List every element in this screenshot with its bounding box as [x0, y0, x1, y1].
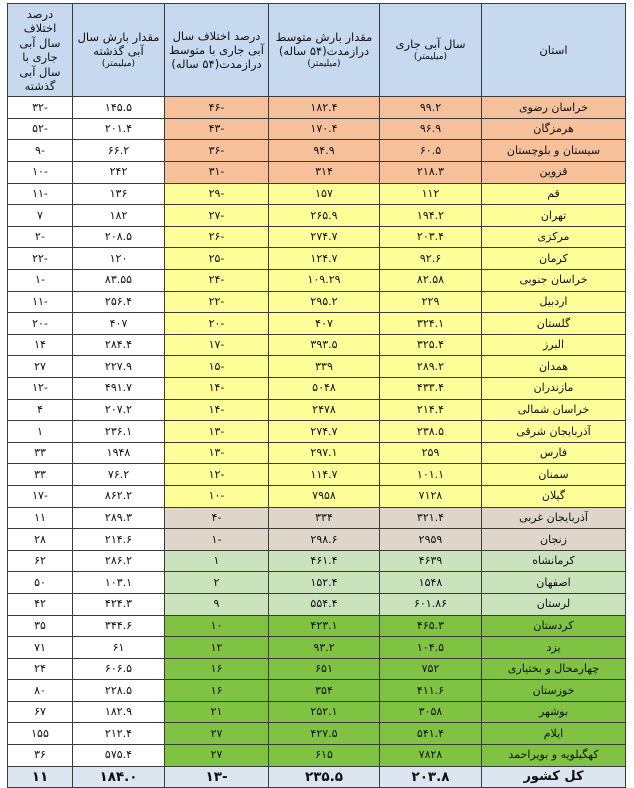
diff-last-year-cell: ۲۸ — [8, 529, 73, 551]
province-cell: یزد — [482, 637, 626, 659]
table-row — [8, 291, 626, 313]
province-cell: قزوین — [482, 162, 626, 184]
province-cell: کرمانشاه — [482, 550, 626, 572]
province-cell: سمنان — [482, 464, 626, 486]
diff-longterm-cell: ۱ — [165, 550, 269, 572]
header-row — [8, 4, 626, 97]
longterm-average-cell: ۲۶۵.۹ — [269, 205, 380, 227]
table-row — [8, 97, 626, 119]
longterm-average-cell: ۴۲۷.۵ — [269, 723, 380, 745]
table-row — [8, 313, 626, 335]
last-year-cell: ۳۴۴.۶ — [73, 615, 165, 637]
diff-last-year-cell: ۴۲ — [8, 593, 73, 615]
longterm-average-cell: ۹۴.۹ — [269, 140, 380, 162]
province-cell: ایلام — [482, 723, 626, 745]
province-cell: هرمزگان — [482, 118, 626, 140]
current-year-cell: ۲۱۴.۴ — [380, 399, 482, 421]
province-cell: گلستان — [482, 313, 626, 335]
last-year-cell: ۲۸۶.۲ — [73, 550, 165, 572]
longterm-average-cell: ۴۲۳.۱ — [269, 615, 380, 637]
last-year-cell: ۱۸۲.۹ — [73, 701, 165, 723]
current-year-cell: ۲۳۸.۵ — [380, 421, 482, 443]
diff-longterm-cell: -۱۲ — [165, 464, 269, 486]
current-year-cell: ۱۰۱.۱ — [380, 464, 482, 486]
longterm-average-cell: ۲۵۲.۱ — [269, 701, 380, 723]
longterm-average-cell: ۳۳۹ — [269, 356, 380, 378]
current-year-cell: ۴۳۳.۴ — [380, 377, 482, 399]
diff-longterm-cell: ۲۷ — [165, 745, 269, 767]
last-year-cell: ۱۴۵.۵ — [73, 97, 165, 119]
total-longterm-average-cell: ۲۳۵.۵ — [269, 766, 380, 788]
diff-last-year-cell: ۸۰ — [8, 680, 73, 702]
current-year-cell: ۱۱۲ — [380, 183, 482, 205]
longterm-average-cell: ۱۲۴.۷ — [269, 248, 380, 270]
diff-last-year-cell: ۶۷ — [8, 701, 73, 723]
current-year-cell: ۳۲۱.۴ — [380, 507, 482, 529]
last-year-cell: ۶۰۶.۵ — [73, 658, 165, 680]
current-year-cell: ۳۰۵۸ — [380, 701, 482, 723]
province-cell: آذربایجان غربی — [482, 507, 626, 529]
current-year-cell: ۲۵۹ — [380, 442, 482, 464]
diff-longterm-cell: -۲۵ — [165, 248, 269, 270]
current-year-cell: ۹۶.۹ — [380, 118, 482, 140]
last-year-cell: ۷۶.۲ — [73, 464, 165, 486]
diff-last-year-cell: -۲ — [8, 226, 73, 248]
province-cell: همدان — [482, 356, 626, 378]
last-year-cell: ۱۰۳.۱ — [73, 572, 165, 594]
diff-last-year-cell: -۱۱ — [8, 291, 73, 313]
table-row — [8, 615, 626, 637]
current-year-cell: ۴۱۱.۶ — [380, 680, 482, 702]
table-row — [8, 226, 626, 248]
total-diff-last-year-cell: ۱۱ — [8, 766, 73, 788]
table-row — [8, 572, 626, 594]
current-year-cell: ۷۱۲۸ — [380, 485, 482, 507]
table-row — [8, 399, 626, 421]
diff-last-year-cell: ۱ — [8, 421, 73, 443]
diff-last-year-cell: ۷۱ — [8, 637, 73, 659]
longterm-average-cell: ۲۷۴.۷ — [269, 421, 380, 443]
longterm-average-cell: ۳۹۳.۵ — [269, 334, 380, 356]
diff-longterm-cell: -۱۵ — [165, 356, 269, 378]
province-cell: لرستان — [482, 593, 626, 615]
current-year-cell: ۷۵۲ — [380, 658, 482, 680]
diff-last-year-cell: -۱۰ — [8, 162, 73, 184]
diff-last-year-cell: ۱۴ — [8, 334, 73, 356]
table-row — [8, 485, 626, 507]
province-cell: خراسان جنوبی — [482, 270, 626, 292]
column-header-current-year — [380, 4, 482, 97]
longterm-average-cell: ۱۰۹.۲۹ — [269, 270, 380, 292]
diff-last-year-cell: -۱۲ — [8, 377, 73, 399]
current-year-cell: ۴۶۳۹ — [380, 550, 482, 572]
table-row — [8, 723, 626, 745]
table-row — [8, 464, 626, 486]
current-year-cell: ۴۶۵.۳ — [380, 615, 482, 637]
last-year-cell: ۴۰۷ — [73, 313, 165, 335]
diff-last-year-cell: -۵۲ — [8, 118, 73, 140]
province-cell: تهران — [482, 205, 626, 227]
diff-longterm-cell: -۲۴ — [165, 270, 269, 292]
last-year-cell: ۲۲۸.۵ — [73, 680, 165, 702]
province-cell: اصفهان — [482, 572, 626, 594]
province-cell: گیلان — [482, 485, 626, 507]
last-year-cell: ۱۹۴۸ — [73, 442, 165, 464]
diff-longterm-cell: -۱۴ — [165, 377, 269, 399]
table-row — [8, 442, 626, 464]
diff-last-year-cell: ۵۰ — [8, 572, 73, 594]
table-header — [8, 4, 626, 97]
province-cell: کرمان — [482, 248, 626, 270]
diff-longterm-cell: ۲ — [165, 572, 269, 594]
last-year-cell: ۲۵۶.۴ — [73, 291, 165, 313]
table-row — [8, 701, 626, 723]
last-year-cell: ۲۸۹.۳ — [73, 507, 165, 529]
current-year-cell: ۲۱۸.۳ — [380, 162, 482, 184]
last-year-cell: ۵۷۵.۴ — [73, 745, 165, 767]
diff-last-year-cell: ۶۲ — [8, 550, 73, 572]
last-year-cell: ۲۸۴.۴ — [73, 334, 165, 356]
table-row — [8, 658, 626, 680]
last-year-cell: ۲۲۷.۹ — [73, 356, 165, 378]
table-row — [8, 118, 626, 140]
current-year-cell: ۹۹.۲ — [380, 97, 482, 119]
current-year-cell: ۷۸۲۸ — [380, 745, 482, 767]
precipitation-table — [7, 3, 626, 788]
province-cell: خوزستان — [482, 680, 626, 702]
longterm-average-cell: ۱۸۲.۴ — [269, 97, 380, 119]
province-cell: بوشهر — [482, 701, 626, 723]
last-year-cell: ۲۰۸.۵ — [73, 226, 165, 248]
current-year-cell: ۲۹۵۹ — [380, 529, 482, 551]
last-year-cell: ۶۱ — [73, 637, 165, 659]
column-header-longterm-average-unit: (میلیمتر) — [307, 59, 341, 70]
last-year-cell: ۴۹۱.۷ — [73, 377, 165, 399]
current-year-cell: ۸۲.۵۸ — [380, 270, 482, 292]
longterm-average-cell: ۲۷۴.۷ — [269, 226, 380, 248]
table-row — [8, 162, 626, 184]
diff-last-year-cell: ۴ — [8, 399, 73, 421]
table-row — [8, 507, 626, 529]
column-header-diff-last-year-label: درصد اختلاف سال آبی جاری با سال آبی گذشته — [19, 7, 61, 93]
current-year-cell: ۲۸۹.۲ — [380, 356, 482, 378]
longterm-average-cell: ۳۱۴ — [269, 162, 380, 184]
diff-last-year-cell: ۱۱ — [8, 507, 73, 529]
table-row — [8, 205, 626, 227]
diff-longterm-cell: -۳۶ — [165, 140, 269, 162]
diff-last-year-cell: -۲۲ — [8, 248, 73, 270]
table-row — [8, 637, 626, 659]
longterm-average-cell: ۵۵۴.۴ — [269, 593, 380, 615]
last-year-cell: ۲۳۶.۱ — [73, 421, 165, 443]
table-row — [8, 529, 626, 551]
table-row — [8, 270, 626, 292]
current-year-cell: ۳۲۴.۱ — [380, 313, 482, 335]
diff-last-year-cell: -۲۰ — [8, 313, 73, 335]
diff-last-year-cell: -۳۲ — [8, 97, 73, 119]
column-header-last-year-label: مقدار بارش سال آبی گذشته — [77, 29, 160, 58]
last-year-cell: ۸۳.۵۵ — [73, 270, 165, 292]
diff-last-year-cell: ۳۶ — [8, 745, 73, 767]
last-year-cell: ۲۰۱.۴ — [73, 118, 165, 140]
longterm-average-cell: ۱۵۷ — [269, 183, 380, 205]
diff-longterm-cell: ۱۰ — [165, 615, 269, 637]
longterm-average-cell: ۲۹۵.۲ — [269, 291, 380, 313]
table-row — [8, 421, 626, 443]
table-row — [8, 745, 626, 767]
column-header-diff-last-year — [8, 4, 73, 97]
table-row — [8, 356, 626, 378]
last-year-cell: ۸۶۲.۲ — [73, 485, 165, 507]
table-row — [8, 183, 626, 205]
column-header-current-year-label: سال آبی جاری — [395, 36, 466, 51]
table-row — [8, 550, 626, 572]
current-year-cell: ۵۴۱.۴ — [380, 723, 482, 745]
total-current-year-cell: ۲۰۳.۸ — [380, 766, 482, 788]
table-row — [8, 377, 626, 399]
column-header-province — [482, 4, 626, 97]
last-year-cell: ۲۱۴.۶ — [73, 529, 165, 551]
longterm-average-cell: ۱۵۲.۴ — [269, 572, 380, 594]
diff-last-year-cell: ۳۳ — [8, 464, 73, 486]
province-cell: خراسان رضوی — [482, 97, 626, 119]
table-row — [8, 334, 626, 356]
last-year-cell: ۶۶.۲ — [73, 140, 165, 162]
column-header-longterm-average-label: مقدار بارش متوسط درازمدت(۵۴ ساله) — [275, 29, 373, 58]
total-last-year-cell: ۱۸۴.۰ — [73, 766, 165, 788]
diff-longterm-cell: ۱۲ — [165, 637, 269, 659]
province-cell: خراسان شمالی — [482, 399, 626, 421]
province-cell: فارس — [482, 442, 626, 464]
province-cell: چهارمحال و بختیاری — [482, 658, 626, 680]
diff-longterm-cell: -۲۹ — [165, 183, 269, 205]
longterm-average-cell: ۶۵۱ — [269, 658, 380, 680]
diff-longterm-cell: -۴ — [165, 507, 269, 529]
longterm-average-cell: ۳۳۴ — [269, 507, 380, 529]
diff-last-year-cell: ۳۵ — [8, 615, 73, 637]
table-row — [8, 593, 626, 615]
province-cell: زنجان — [482, 529, 626, 551]
province-cell: قم — [482, 183, 626, 205]
diff-last-year-cell: ۷ — [8, 205, 73, 227]
current-year-cell: ۹۲.۶ — [380, 248, 482, 270]
current-year-cell: ۱۹۴.۲ — [380, 205, 482, 227]
longterm-average-cell: ۱۱۴.۷ — [269, 464, 380, 486]
longterm-average-cell: ۹۳.۲ — [269, 637, 380, 659]
province-cell: سیستان و بلوچستان — [482, 140, 626, 162]
total-province-cell: کل کشور — [482, 766, 626, 788]
diff-last-year-cell: ۱۵۵ — [8, 723, 73, 745]
diff-longterm-cell: ۹ — [165, 593, 269, 615]
last-year-cell: ۲۱۲.۴ — [73, 723, 165, 745]
column-header-province-label: استان — [539, 42, 568, 57]
column-header-last-year — [73, 4, 165, 97]
last-year-cell: ۱۳۶ — [73, 183, 165, 205]
current-year-cell: ۱۵۴۸ — [380, 572, 482, 594]
diff-last-year-cell: -۹ — [8, 140, 73, 162]
diff-longterm-cell: -۲۰ — [165, 313, 269, 335]
diff-last-year-cell: -۱ — [8, 270, 73, 292]
longterm-average-cell: ۳۵۴ — [269, 680, 380, 702]
current-year-cell: ۲۲۹ — [380, 291, 482, 313]
diff-longterm-cell: ۲۱ — [165, 701, 269, 723]
longterm-average-cell: ۲۴۷۸ — [269, 399, 380, 421]
diff-longterm-cell: -۴۳ — [165, 118, 269, 140]
column-header-longterm-average — [269, 4, 380, 97]
table-total-row — [8, 766, 626, 788]
diff-longterm-cell: -۳۱ — [165, 162, 269, 184]
longterm-average-cell: ۴۰۷ — [269, 313, 380, 335]
province-cell: آذربایجان شرقی — [482, 421, 626, 443]
table-body — [8, 97, 626, 788]
table-row — [8, 248, 626, 270]
longterm-average-cell: ۶۱۵ — [269, 745, 380, 767]
diff-last-year-cell: ۲۴ — [8, 658, 73, 680]
diff-longterm-cell: -۲۷ — [165, 205, 269, 227]
table-row — [8, 140, 626, 162]
last-year-cell: ۱۸۲ — [73, 205, 165, 227]
province-cell: البرز — [482, 334, 626, 356]
longterm-average-cell: ۴۶۱.۴ — [269, 550, 380, 572]
current-year-cell: ۲۰۳.۴ — [380, 226, 482, 248]
longterm-average-cell: ۵۰۴۸ — [269, 377, 380, 399]
diff-longterm-cell: -۱۳ — [165, 442, 269, 464]
column-header-current-year-unit: (میلیمتر) — [413, 52, 448, 63]
diff-longterm-cell: ۱۶ — [165, 658, 269, 680]
province-cell: اردبیل — [482, 291, 626, 313]
diff-last-year-cell: -۱۱ — [8, 183, 73, 205]
province-cell: مازندران — [482, 377, 626, 399]
column-header-diff-longterm-label: درصد اختلاف سال آبی جاری با متوسط درازمدت(۵۴ ساله) — [169, 28, 264, 72]
diff-longterm-cell: -۲۲ — [165, 291, 269, 313]
diff-longterm-cell: -۱۷ — [165, 334, 269, 356]
last-year-cell: ۲۰۷.۲ — [73, 399, 165, 421]
current-year-cell: ۶۰.۵ — [380, 140, 482, 162]
column-header-last-year-unit: (میلیمتر) — [101, 59, 136, 70]
diff-longterm-cell: ۲۷ — [165, 723, 269, 745]
diff-longterm-cell: -۴۶ — [165, 97, 269, 119]
longterm-average-cell: ۷۹۵۸ — [269, 485, 380, 507]
diff-longterm-cell: -۲۶ — [165, 226, 269, 248]
current-year-cell: ۳۲۵.۴ — [380, 334, 482, 356]
province-cell: کهگیلویه و بویراحمد — [482, 745, 626, 767]
current-year-cell: ۶۰۱.۸۶ — [380, 593, 482, 615]
diff-longterm-cell: -۱۴ — [165, 399, 269, 421]
longterm-average-cell: ۲۹۸.۶ — [269, 529, 380, 551]
longterm-average-cell: ۱۷۰.۴ — [269, 118, 380, 140]
diff-last-year-cell: -۱۷ — [8, 485, 73, 507]
last-year-cell: ۱۲۰ — [73, 248, 165, 270]
diff-longterm-cell: -۱ — [165, 529, 269, 551]
last-year-cell: ۲۴۲ — [73, 162, 165, 184]
province-cell: مرکزی — [482, 226, 626, 248]
diff-longterm-cell: -۱۳ — [165, 421, 269, 443]
longterm-average-cell: ۲۹۷.۱ — [269, 442, 380, 464]
diff-last-year-cell: ۲۷ — [8, 356, 73, 378]
last-year-cell: ۴۲۴.۳ — [73, 593, 165, 615]
total-diff-longterm-cell: -۱۳ — [165, 766, 269, 788]
current-year-cell: ۱۰۴.۵ — [380, 637, 482, 659]
diff-longterm-cell: -۱۰ — [165, 485, 269, 507]
diff-last-year-cell: ۳۳ — [8, 442, 73, 464]
diff-longterm-cell: ۱۶ — [165, 680, 269, 702]
province-cell: کردستان — [482, 615, 626, 637]
column-header-diff-longterm — [165, 4, 269, 97]
table-row — [8, 680, 626, 702]
